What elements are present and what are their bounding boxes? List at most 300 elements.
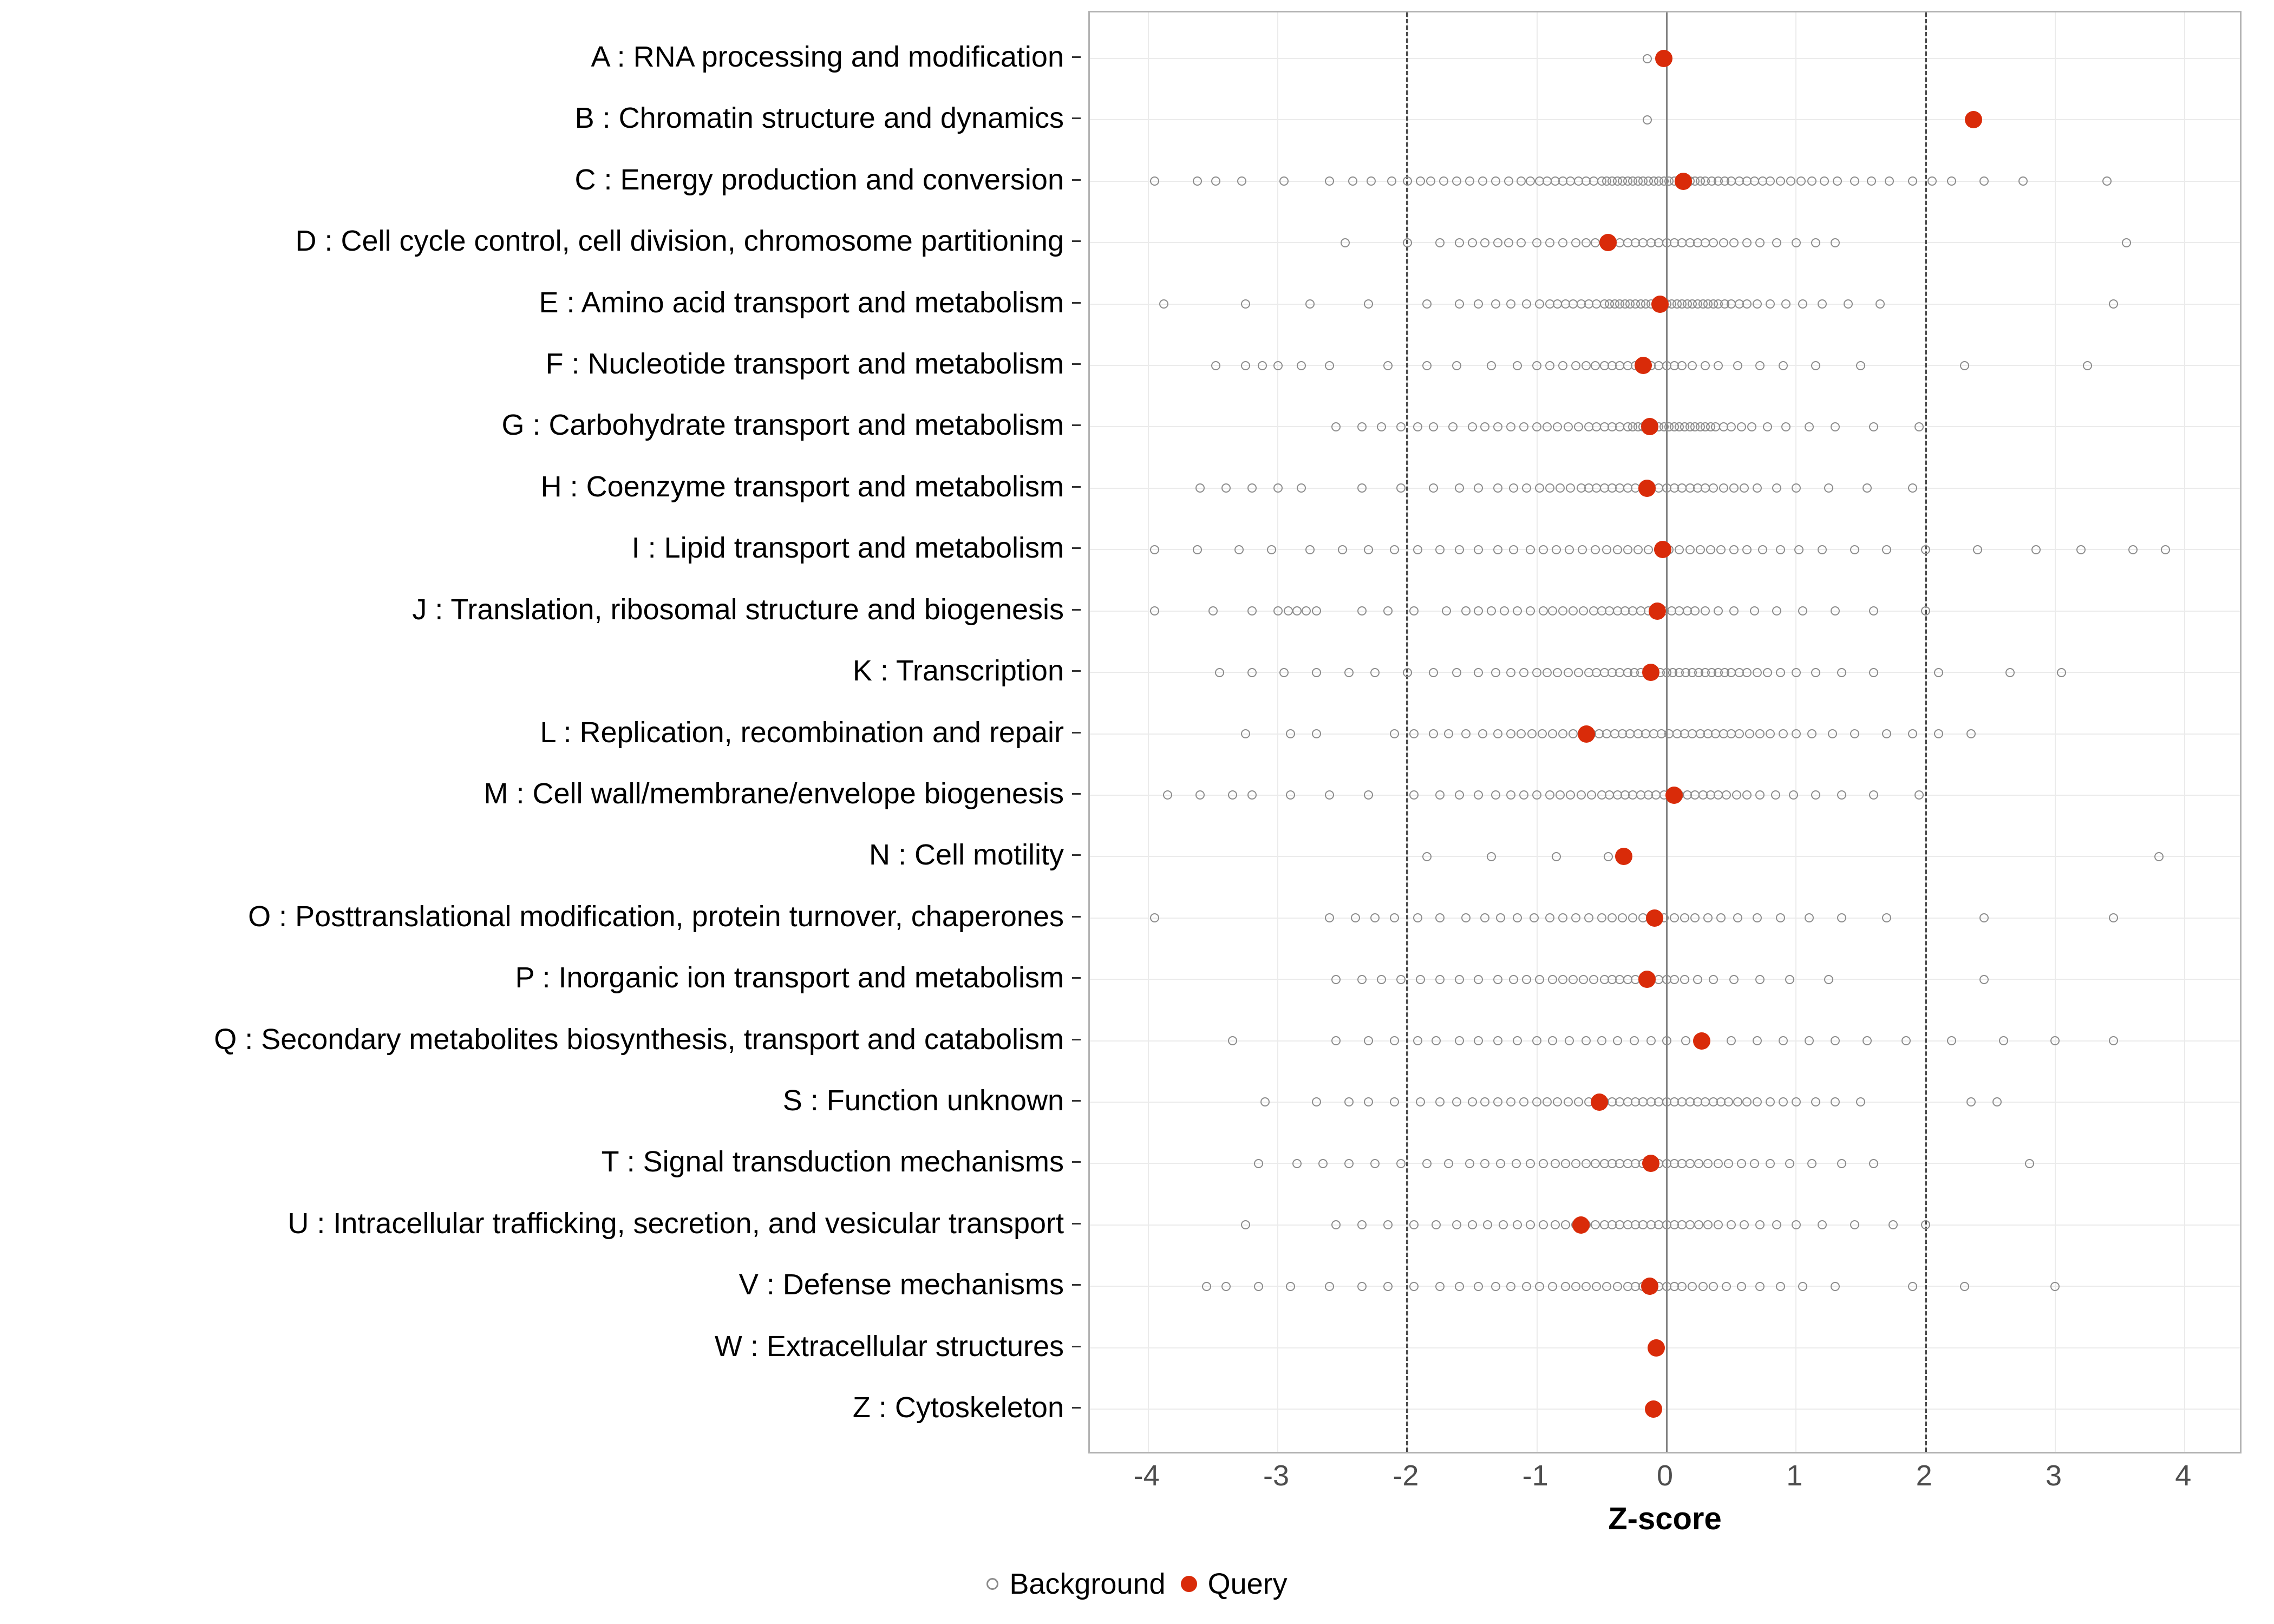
background-point: [1422, 1159, 1432, 1168]
background-point: [1811, 361, 1820, 370]
background-point: [1934, 668, 1943, 677]
background-point: [1478, 176, 1487, 186]
background-point: [1254, 1159, 1263, 1168]
background-point: [1766, 1097, 1775, 1106]
background-point: [1565, 1036, 1574, 1045]
query-point: [1578, 725, 1595, 743]
background-point: [1867, 176, 1876, 186]
background-point: [1750, 606, 1759, 615]
background-point: [1413, 422, 1422, 431]
background-point: [1558, 361, 1567, 370]
background-point: [1480, 913, 1489, 922]
background-point: [1789, 790, 1798, 800]
background-point: [1538, 729, 1547, 738]
background-point: [1279, 176, 1289, 186]
background-point: [1543, 422, 1552, 431]
x-axis-title: Z-score: [1608, 1501, 1722, 1536]
background-point: [1496, 913, 1505, 922]
background-point: [1579, 975, 1588, 984]
background-point: [1772, 483, 1781, 493]
background-point: [2128, 545, 2138, 554]
legend: [0, 1567, 2274, 1601]
category-tick-mark: [1072, 1223, 1081, 1224]
background-point: [2050, 1282, 2060, 1291]
background-point: [1753, 913, 1762, 922]
legend-item-background: [986, 1567, 1165, 1601]
background-point: [1831, 606, 1840, 615]
background-point: [1426, 176, 1435, 186]
query-point: [1638, 971, 1656, 988]
background-point: [1461, 729, 1471, 738]
background-point: [1882, 913, 1891, 922]
background-point: [1623, 545, 1632, 554]
background-point: [1685, 545, 1695, 554]
background-point: [1811, 790, 1820, 800]
background-point: [1719, 238, 1728, 247]
category-label: T : Signal transduction mechanisms: [601, 1145, 1064, 1178]
background-point: [1370, 668, 1380, 677]
background-point: [1709, 238, 1718, 247]
background-point: [2050, 1036, 2060, 1045]
background-point: [1377, 422, 1386, 431]
background-point: [1960, 1282, 1969, 1291]
background-point: [1553, 422, 1562, 431]
background-point: [1429, 668, 1438, 677]
background-point: [1331, 1220, 1341, 1229]
background-point: [1506, 1282, 1515, 1291]
background-point: [1908, 483, 1917, 493]
background-point: [1461, 913, 1471, 922]
background-point: [1325, 176, 1334, 186]
background-point: [1947, 176, 1956, 186]
background-point: [1591, 1159, 1600, 1168]
background-point: [1543, 668, 1552, 677]
category-tick-mark: [1072, 302, 1081, 304]
background-point: [1254, 1282, 1263, 1291]
background-point: [1413, 913, 1422, 922]
background-point: [1701, 361, 1710, 370]
background-point: [1532, 1097, 1541, 1106]
background-point: [1818, 299, 1827, 309]
background-point: [1305, 299, 1315, 309]
background-point: [1247, 668, 1257, 677]
background-point: [1519, 668, 1528, 677]
background-point: [1435, 238, 1445, 247]
background-point: [1571, 913, 1580, 922]
background-point: [1750, 1159, 1759, 1168]
background-point: [1677, 1282, 1687, 1291]
background-point: [1331, 1036, 1341, 1045]
background-point: [1574, 668, 1583, 677]
background-point: [1241, 729, 1250, 738]
background-point: [1452, 176, 1461, 186]
background-point: [1646, 1036, 1656, 1045]
background-point: [1237, 176, 1246, 186]
background-point: [1776, 176, 1785, 186]
background-point: [1448, 422, 1458, 431]
background-point: [1545, 790, 1554, 800]
query-marker-icon: [1181, 1576, 1197, 1592]
background-point: [1364, 790, 1373, 800]
background-point: [1591, 545, 1600, 554]
background-point: [1772, 238, 1781, 247]
category-label: Z : Cytoskeleton: [852, 1391, 1064, 1424]
category-label: O : Posttranslational modification, protein turnover, chaperones: [248, 900, 1064, 933]
background-point: [1532, 668, 1541, 677]
background-point: [1820, 176, 1829, 186]
background-point: [1519, 422, 1528, 431]
background-point: [1921, 545, 1930, 554]
category-label: K : Transcription: [852, 654, 1064, 687]
background-point: [1506, 299, 1515, 309]
background-point: [1564, 1097, 1573, 1106]
background-point: [1729, 975, 1739, 984]
background-point: [1364, 299, 1373, 309]
background-point: [1681, 1036, 1690, 1045]
background-point: [1273, 361, 1283, 370]
category-label: M : Cell wall/membrane/envelope biogenesis: [483, 777, 1064, 810]
background-point: [1597, 1036, 1606, 1045]
category-label: N : Cell motility: [868, 839, 1064, 872]
background-point: [1807, 729, 1816, 738]
background-point: [1493, 545, 1502, 554]
background-point: [1493, 238, 1502, 247]
category-axis-labels: [0, 0, 1080, 1462]
background-point: [2057, 668, 2066, 677]
background-point: [1478, 729, 1487, 738]
grid-line-horizontal: [1090, 119, 2240, 120]
background-point: [1409, 1220, 1419, 1229]
background-point: [2122, 238, 2131, 247]
background-point: [1286, 1282, 1295, 1291]
background-point: [1724, 1159, 1733, 1168]
background-point: [1869, 1159, 1878, 1168]
background-point: [1435, 790, 1445, 800]
background-point: [1785, 975, 1794, 984]
background-point: [1831, 422, 1840, 431]
background-point: [1208, 606, 1218, 615]
background-point: [1779, 361, 1788, 370]
background-point: [1215, 668, 1224, 677]
background-point: [1561, 1282, 1570, 1291]
background-point: [1455, 975, 1464, 984]
background-point: [1966, 729, 1976, 738]
background-point: [1781, 422, 1791, 431]
background-point: [1604, 852, 1613, 861]
background-point: [1364, 545, 1373, 554]
category-label: U : Intracellular trafficking, secretion, and vesicular transport: [287, 1207, 1064, 1240]
background-point: [1582, 1282, 1591, 1291]
background-point: [1779, 1036, 1788, 1045]
background-point: [1517, 238, 1526, 247]
background-point: [1850, 176, 1859, 186]
background-point: [1364, 1036, 1373, 1045]
background-point: [1526, 176, 1535, 186]
background-point: [1344, 1097, 1354, 1106]
background-point: [1869, 422, 1878, 431]
background-point: [1693, 975, 1702, 984]
background-point: [1934, 729, 1943, 738]
background-point: [1286, 790, 1295, 800]
background-point: [1383, 1220, 1393, 1229]
background-point: [1325, 790, 1334, 800]
background-point: [1811, 1097, 1820, 1106]
background-point: [1740, 1220, 1749, 1229]
background-point: [1513, 913, 1522, 922]
background-point: [1618, 913, 1627, 922]
category-label: V : Defense mechanisms: [739, 1268, 1064, 1301]
background-point: [1474, 545, 1483, 554]
background-point: [1675, 545, 1684, 554]
background-point: [1195, 483, 1205, 493]
background-point: [1727, 1220, 1736, 1229]
background-point: [1370, 913, 1380, 922]
category-tick-mark: [1072, 1346, 1081, 1347]
background-point: [1357, 975, 1367, 984]
background-point: [1474, 299, 1483, 309]
background-point: [1318, 1159, 1328, 1168]
background-point: [1831, 1097, 1840, 1106]
background-point: [1499, 1220, 1508, 1229]
background-point: [1869, 606, 1878, 615]
background-point: [1698, 1282, 1708, 1291]
category-tick-mark: [1072, 117, 1081, 119]
background-point: [1592, 1282, 1601, 1291]
background-point: [1818, 545, 1827, 554]
background-point: [1927, 176, 1937, 186]
category-tick-mark: [1072, 363, 1081, 365]
background-point: [1569, 729, 1578, 738]
background-point: [1553, 668, 1562, 677]
background-point: [1163, 790, 1172, 800]
background-point: [1493, 729, 1502, 738]
category-label: F : Nucleotide transport and metabolism: [545, 348, 1064, 381]
x-tick-label: 1: [1786, 1459, 1803, 1492]
background-point: [1850, 545, 1859, 554]
background-point: [1474, 790, 1483, 800]
background-point: [1530, 913, 1539, 922]
background-point: [1703, 1220, 1713, 1229]
background-point: [1506, 1097, 1515, 1106]
background-point: [1487, 606, 1496, 615]
background-point: [1517, 176, 1526, 186]
query-point: [1649, 603, 1666, 620]
background-point: [1733, 1097, 1742, 1106]
background-point: [1740, 483, 1749, 493]
query-point: [1642, 664, 1659, 681]
background-point: [1566, 483, 1575, 493]
category-label: P : Inorganic ion transport and metabolism: [515, 961, 1064, 994]
background-point: [1468, 1220, 1477, 1229]
background-point: [1564, 422, 1573, 431]
background-point: [1798, 1282, 1807, 1291]
background-point: [1992, 1097, 2002, 1106]
background-point: [1383, 1282, 1393, 1291]
background-point: [1643, 54, 1652, 63]
background-point: [1771, 790, 1780, 800]
background-point: [1863, 1036, 1872, 1045]
background-point: [1416, 176, 1425, 186]
background-point: [1966, 1097, 1976, 1106]
background-point: [1312, 668, 1321, 677]
background-point: [1532, 361, 1541, 370]
background-point: [1565, 545, 1574, 554]
background-point: [1364, 1097, 1373, 1106]
category-label: E : Amino acid transport and metabolism: [539, 286, 1064, 319]
background-point: [1545, 361, 1554, 370]
background-point: [1483, 1220, 1492, 1229]
background-point: [1786, 176, 1795, 186]
background-point: [1833, 176, 1842, 186]
background-point: [1390, 545, 1399, 554]
background-point: [1584, 913, 1593, 922]
background-point: [1455, 545, 1464, 554]
background-point: [1429, 729, 1438, 738]
background-point: [1885, 176, 1894, 186]
background-point: [1772, 1220, 1781, 1229]
background-point: [1526, 1220, 1535, 1229]
plot-panel: [1088, 11, 2242, 1453]
background-point: [1792, 483, 1801, 493]
background-point: [1331, 975, 1341, 984]
background-point: [1150, 606, 1159, 615]
background-point: [1539, 1159, 1548, 1168]
background-point: [1856, 1097, 1865, 1106]
background-point: [1221, 483, 1231, 493]
background-point: [1493, 1097, 1502, 1106]
category-label: A : RNA processing and modification: [591, 41, 1064, 74]
background-point: [1474, 668, 1483, 677]
background-point: [1545, 238, 1554, 247]
background-point: [1811, 668, 1820, 677]
background-point: [1837, 668, 1846, 677]
background-point: [1947, 1036, 1956, 1045]
query-point: [1665, 787, 1683, 804]
background-point: [1512, 1159, 1521, 1168]
background-point: [1452, 668, 1461, 677]
background-point: [1297, 483, 1306, 493]
background-point: [1491, 299, 1500, 309]
background-point: [1908, 1282, 1917, 1291]
background-point: [1558, 606, 1567, 615]
query-point: [1654, 541, 1671, 558]
background-point: [1779, 729, 1788, 738]
background-point: [1766, 729, 1775, 738]
background-point: [1532, 422, 1541, 431]
background-point: [1474, 606, 1483, 615]
background-point: [1608, 913, 1617, 922]
background-point: [1432, 1036, 1441, 1045]
background-point: [1558, 729, 1567, 738]
background-point: [1325, 361, 1334, 370]
background-point: [1776, 668, 1785, 677]
background-point: [1312, 1097, 1321, 1106]
query-point: [1642, 1155, 1659, 1172]
background-point: [1522, 299, 1531, 309]
background-point: [1526, 545, 1535, 554]
query-point: [1645, 1400, 1662, 1418]
background-point: [1357, 483, 1367, 493]
background-point: [1688, 1282, 1697, 1291]
background-point: [1630, 1036, 1639, 1045]
x-tick-label: -2: [1393, 1459, 1419, 1492]
background-point: [1633, 545, 1643, 554]
background-point: [1357, 1220, 1367, 1229]
background-point: [1869, 790, 1878, 800]
background-point: [1742, 668, 1752, 677]
background-point: [1914, 790, 1924, 800]
background-point: [1742, 790, 1752, 800]
background-point: [1390, 1036, 1399, 1045]
category-tick-mark: [1072, 179, 1081, 181]
background-point: [1703, 913, 1713, 922]
background-point: [1465, 176, 1474, 186]
background-point: [1517, 729, 1526, 738]
background-point: [1571, 238, 1580, 247]
background-point: [1455, 238, 1464, 247]
background-point: [1519, 1097, 1528, 1106]
background-point: [1535, 299, 1544, 309]
query-point: [1599, 234, 1617, 251]
background-point: [1863, 483, 1872, 493]
category-tick-mark: [1072, 547, 1081, 549]
background-point: [1613, 1036, 1622, 1045]
background-point: [1357, 1282, 1367, 1291]
background-point: [1772, 606, 1781, 615]
background-point: [1766, 1159, 1775, 1168]
query-point: [1615, 848, 1632, 865]
background-point: [1286, 729, 1295, 738]
x-tick-label: -3: [1263, 1459, 1290, 1492]
background-point: [1850, 1220, 1859, 1229]
background-point: [1742, 1097, 1752, 1106]
background-point: [1273, 606, 1283, 615]
background-point: [1569, 975, 1578, 984]
background-point: [1357, 422, 1367, 431]
category-label: W : Extracellular structures: [714, 1330, 1064, 1363]
category-tick-mark: [1072, 793, 1081, 795]
background-point: [1779, 1097, 1788, 1106]
background-point: [1628, 913, 1637, 922]
background-point: [1535, 1282, 1544, 1291]
category-tick-mark: [1072, 1284, 1081, 1286]
x-tick-label: 0: [1656, 1459, 1674, 1492]
background-point: [1292, 606, 1302, 615]
grid-line-vertical: [2184, 12, 2185, 1452]
background-point: [1403, 176, 1412, 186]
background-point: [1569, 606, 1578, 615]
background-point: [1435, 975, 1445, 984]
background-point: [1755, 1282, 1765, 1291]
background-point: [1724, 1097, 1733, 1106]
background-point: [1409, 606, 1419, 615]
query-point: [1655, 50, 1672, 67]
background-point: [2154, 852, 2164, 861]
background-point: [1582, 1036, 1591, 1045]
background-point: [1202, 1282, 1211, 1291]
background-point: [1742, 299, 1752, 309]
background-point: [1753, 299, 1762, 309]
background-point: [1792, 729, 1801, 738]
background-point: [1351, 913, 1360, 922]
background-point: [1435, 913, 1445, 922]
background-point: [1211, 176, 1220, 186]
query-point: [1693, 1032, 1710, 1050]
background-point: [1680, 913, 1689, 922]
category-tick-mark: [1072, 977, 1081, 979]
background-point: [1831, 1036, 1840, 1045]
background-point: [1733, 361, 1742, 370]
